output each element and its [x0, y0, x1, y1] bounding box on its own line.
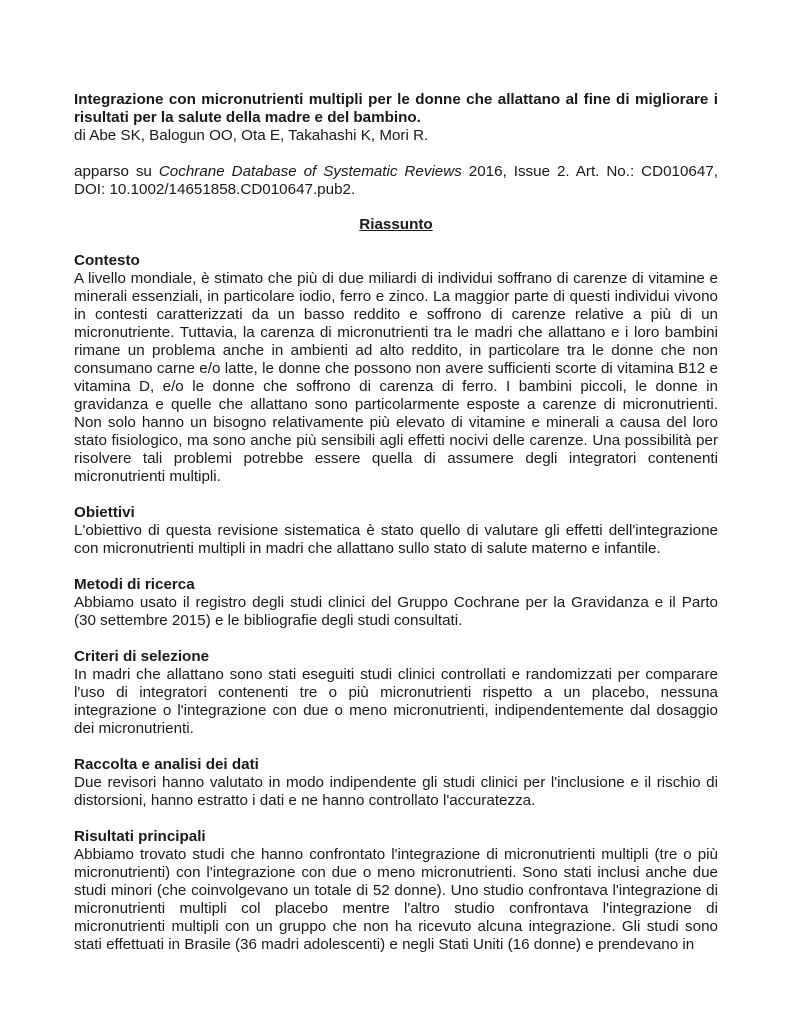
- section-body: L'obiettivo di questa revisione sistematica è stato quello di valutare gli effetti dell'integrazione con micronutrienti multipli in madri che allattano sullo stato di salute materno e infantile.: [74, 522, 718, 557]
- section-contesto: [74, 252, 718, 486]
- document-page: [74, 91, 718, 972]
- summary-heading: Riassunto: [359, 216, 433, 233]
- journal-name: Cochrane Database of Systematic Reviews: [158, 163, 462, 180]
- article-authors: di Abe SK, Balogun OO, Ota E, Takahashi K, Mori R.: [74, 127, 429, 144]
- section-body: Abbiamo trovato studi che hanno confrontato l'integrazione di micronutrienti multipli (tre o più micronutrienti) con l'integrazione con due o meno micronutrienti. Sono stati inclusi anche due studi minori (che coinvolgevano un totale di 52 donne). Uno studio confrontava l'integrazione di micronutrienti multipli col placebo mentre l'altro studio confrontava l'integrazione di micronutrienti multipli con un gruppo che non ha ricevuto alcuna integrazione. Gli studi sono stati effettuati in Brasile (36 madri adolescenti) e negli Stati Uniti (16 donne) e prendevano in: [74, 846, 718, 953]
- section-heading: Raccolta e analisi dei dati: [74, 756, 259, 773]
- citation-suffix: 2016, Issue 2. Art. No.: CD010647, DOI: 10.1002/14651858.CD010647.pub2.: [74, 163, 718, 198]
- section-body: In madri che allattano sono stati eseguiti studi clinici controllati e randomizzati per comparare l'uso di integratori contenenti tre o più micronutrienti rispetto a un placebo, nessuna integrazione o l'integrazione con due o meno micronutrienti, indipendentemente dal dosaggio dei micronutrienti.: [74, 666, 718, 737]
- section-criteri-di-selezione: [74, 648, 718, 738]
- section-metodi-di-ricerca: [74, 576, 718, 630]
- article-citation: [74, 163, 718, 199]
- section-heading: Obiettivi: [74, 504, 135, 521]
- section-heading: Metodi di ricerca: [74, 576, 195, 593]
- section-body: Abbiamo usato il registro degli studi clinici del Gruppo Cochrane per la Gravidanza e il Parto (30 settembre 2015) e le bibliografie degli studi consultati.: [74, 594, 718, 629]
- section-risultati-principali: [74, 828, 718, 954]
- section-obiettivi: [74, 504, 718, 558]
- citation-prefix: apparso su: [74, 163, 159, 180]
- section-raccolta-e-analisi: [74, 756, 718, 810]
- article-title: Integrazione con micronutrienti multipli per le donne che allattano al fine di migliorare i risultati per la salute della madre e del bambino.: [74, 91, 718, 126]
- section-heading: Risultati principali: [74, 828, 206, 845]
- section-body: A livello mondiale, è stimato che più di due miliardi di individui soffrano di carenze di vitamine e minerali essenziali, in particolare iodio, ferro e zinco. La maggior parte di questi individui vivono in contesti caratterizzati da un basso reddito e soffrono di carenze relative a più di un micronutriente. Tuttavia, la carenza di micronutrienti tra le madri che allattano e i loro bambini rimane un problema anche in ambienti ad alto reddito, in particolare tra le donne che non consumano carne e/o latte, le donne che possono non avere sufficienti scorte di vitamina B12 e vitamina D, e/o le donne che soffrono di carenza di ferro. I bambini piccoli, le donne in gravidanza e quelle che allattano sono particolarmente esposte a carenze di micronutrienti. Non solo hanno un bisogno relativamente più elevato di vitamine e minerali a causa del loro stato fisiologico, ma sono anche più sensibili agli effetti nocivi delle carenze. Una possibilità per risolvere tali problemi potrebbe essere quella di assumere degli integratori contenenti micronutrienti multipli.: [74, 270, 718, 485]
- section-heading: Contesto: [74, 252, 140, 269]
- section-heading: Criteri di selezione: [74, 648, 210, 665]
- section-body: Due revisori hanno valutato in modo indipendente gli studi clinici per l'inclusione e il rischio di distorsioni, hanno estratto i dati e ne hanno controllato l'accuratezza.: [74, 774, 718, 809]
